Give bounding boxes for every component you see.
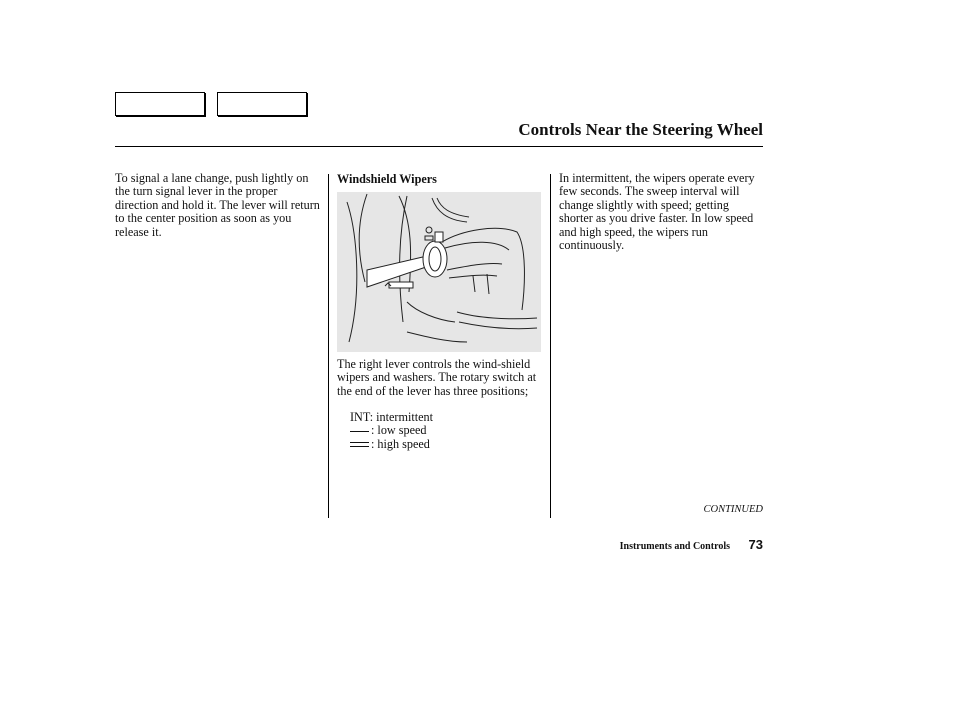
continued-note: CONTINUED [703,504,763,515]
wiper-lever-illustration [337,192,541,352]
double-line-icon [350,441,369,448]
wiper-positions-list [350,411,433,451]
position-label: : high speed [371,436,430,451]
wiper-lever-paragraph: The right lever controls the wind-shield wipers and washers. The rotary switch at the end of the lever has three positions; [337,357,537,398]
page-number: 73 [748,537,763,552]
list-item [350,411,433,424]
column-divider [550,174,551,518]
footer-section-title: Instruments and Controls [619,541,730,552]
wiper-lever-drawing [337,192,541,352]
title-divider [115,146,763,147]
list-item [350,424,433,437]
position-label: : low speed [371,423,427,438]
list-item [350,438,433,451]
turn-signal-paragraph: To signal a lane change, push lightly on the turn signal lever in the proper direction and hold it. The lever will return to the center position as soon as you release it. [115,171,320,239]
nav-button-main-menu[interactable] [115,92,205,116]
section-heading: Windshield Wipers [337,172,437,186]
column-divider [328,174,329,518]
page-title: Controls Near the Steering Wheel [518,120,763,139]
nav-button-table-of-contents[interactable] [217,92,307,116]
position-label: INT: intermittent [350,410,433,424]
single-line-icon [350,428,369,435]
intermittent-paragraph: In intermittent, the wipers operate every few seconds. The sweep interval will change slightly with speed; getting shorter as you drive faster. In low speed and high speed, the wipers run continuously. [559,171,755,253]
